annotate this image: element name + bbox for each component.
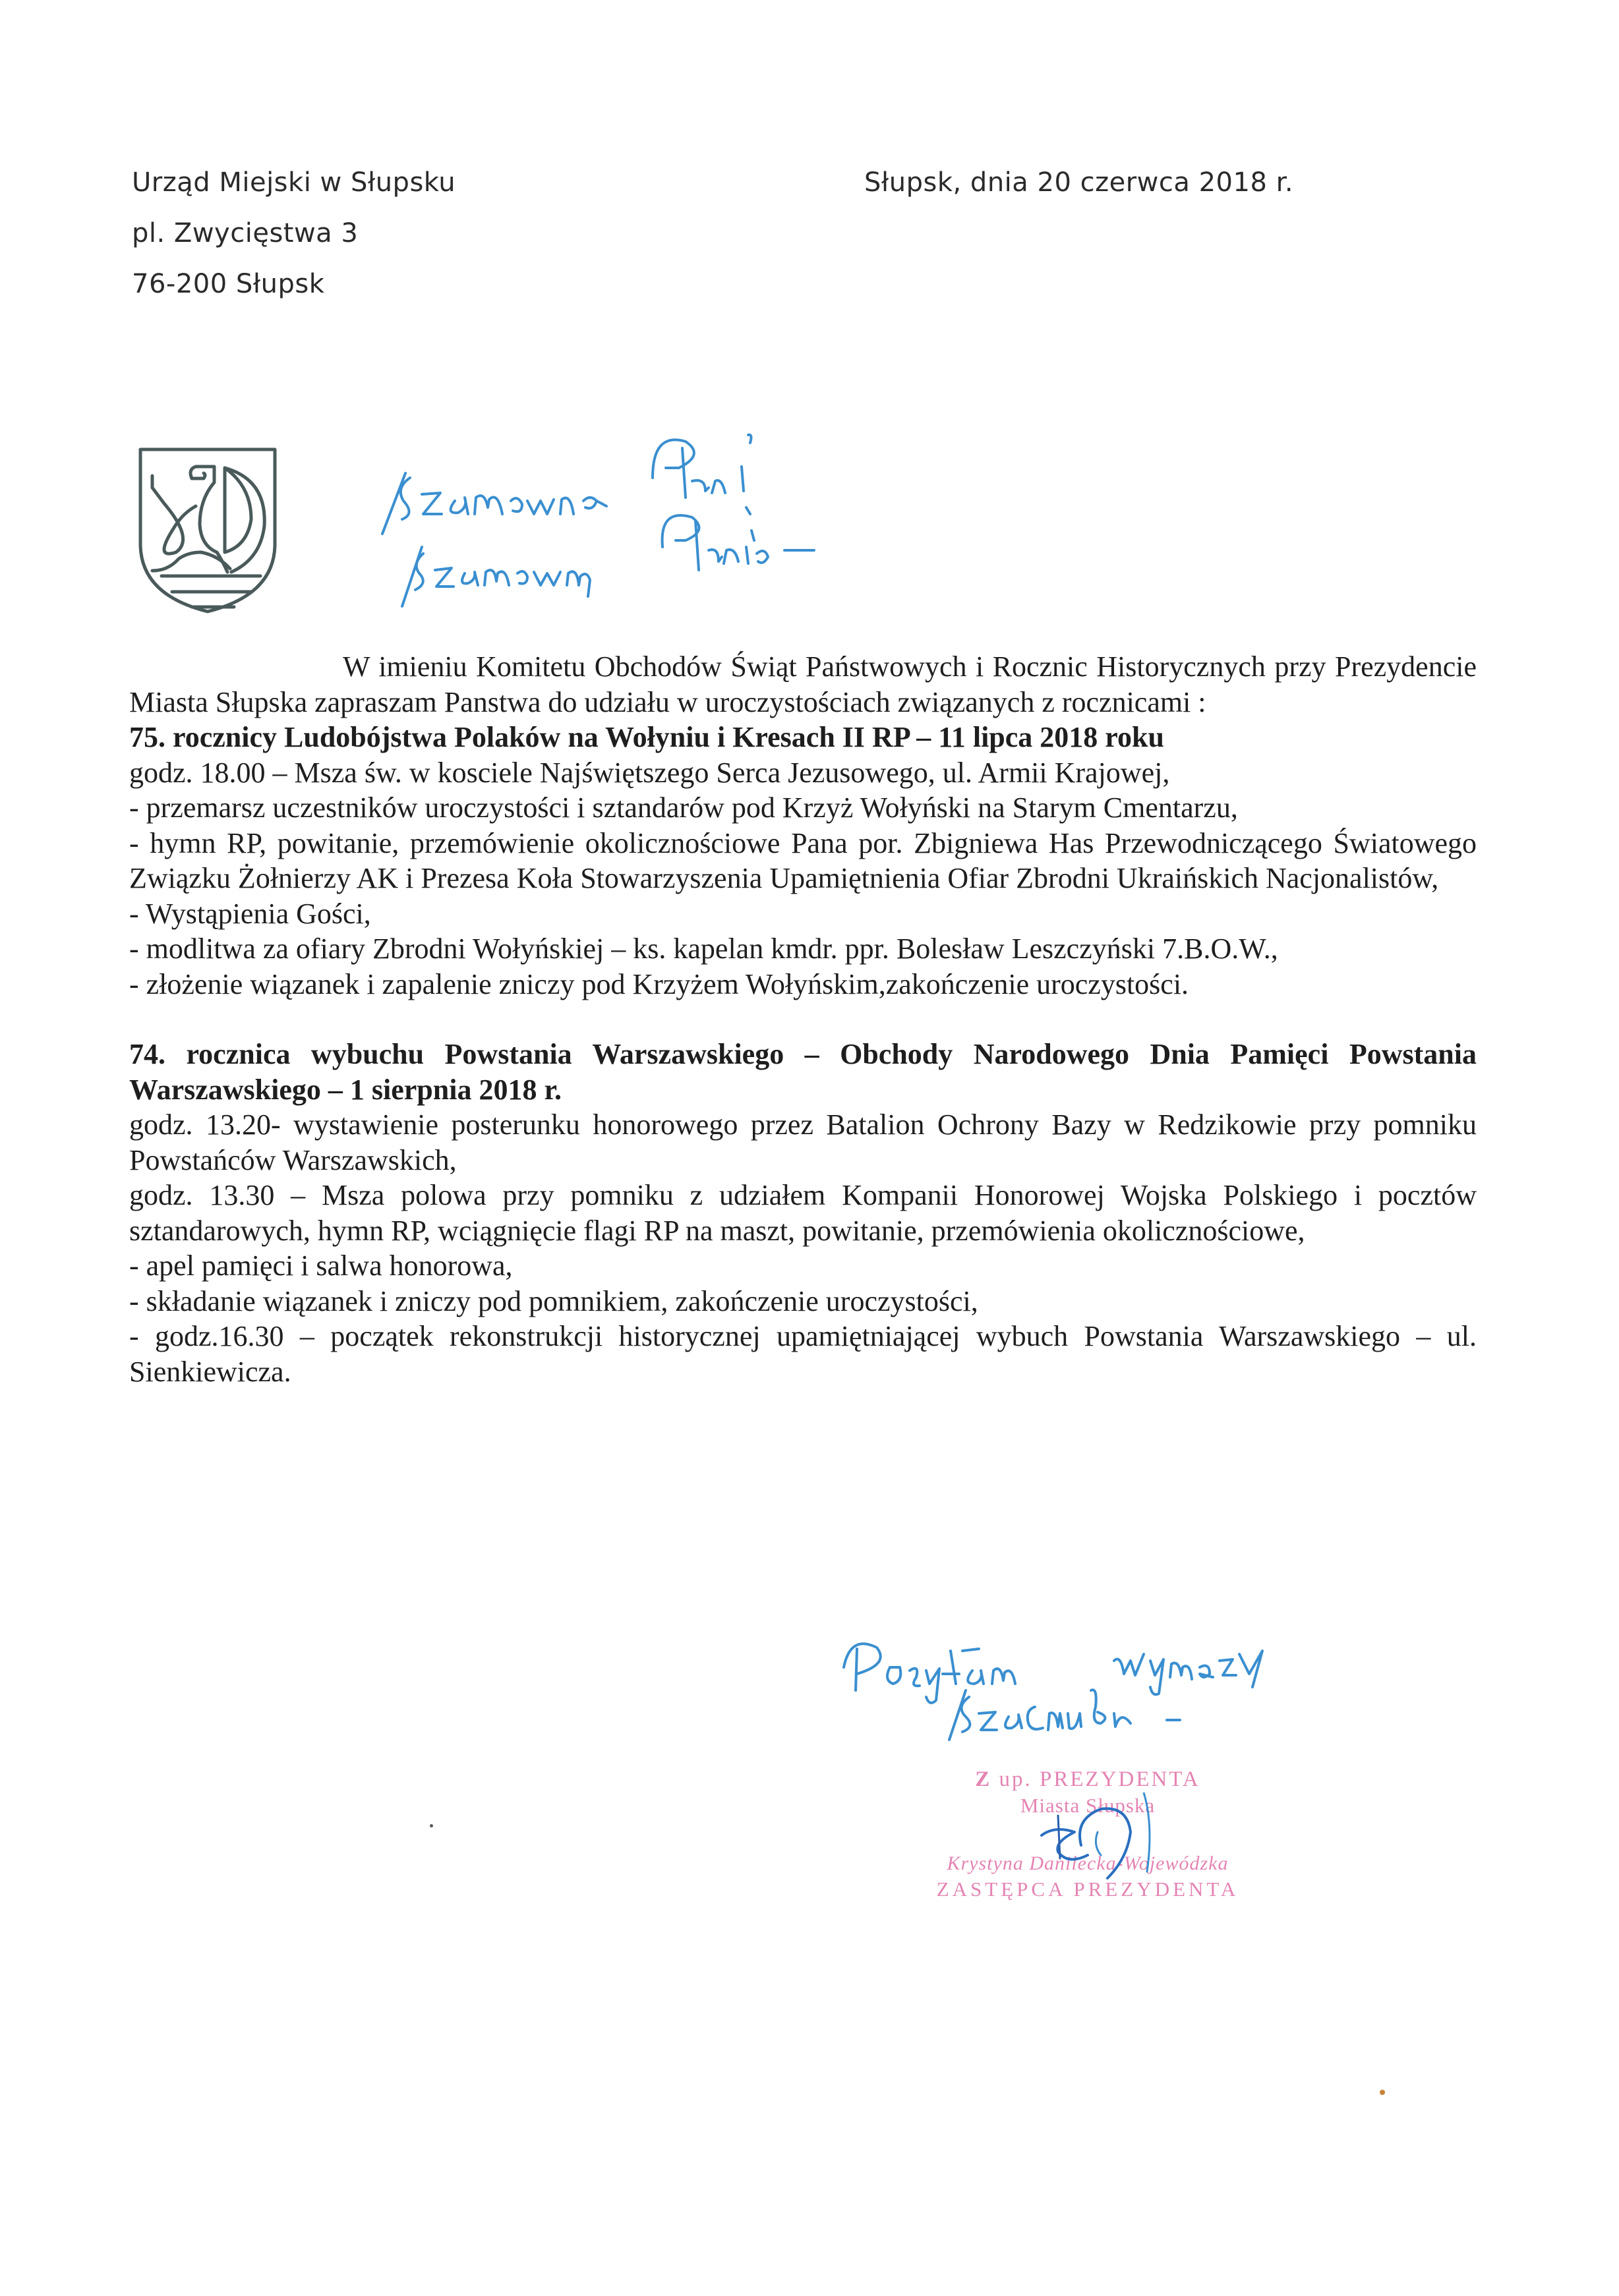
- greeting-stroke-szanowna: [382, 473, 606, 534]
- sender-address: [132, 165, 456, 317]
- stamp-line-behalf: [910, 1766, 1266, 1793]
- closing-stroke-szacunku: [949, 1690, 1180, 1740]
- event2-item: - składanie wiązanek i zniczy pod pomnikiem, zakończenie uroczystości,: [129, 1284, 978, 1317]
- sender-postal-city: 76-200 Słupsk: [132, 269, 325, 299]
- closing-stroke-wyrazy: [1114, 1651, 1262, 1694]
- event2-item: godz. 13.30 – Msza polowa przy pomniku z udziałem Kompanii Honorowej Wojska Polskiego i pocztów sztandarowych, hymn RP, wciągnięcie flagi RP na maszt, powitanie, przemówienia okolicznościowe,: [129, 1179, 1477, 1247]
- stamp-line-behalf-rest: up. PREZYDENTA: [999, 1767, 1200, 1791]
- stamp-line-city: Miasta Słupska: [1020, 1794, 1156, 1817]
- scan-speck: [430, 1824, 433, 1827]
- event1-item: godz. 18.00 – Msza św. w kosciele Najświętszego Serca Jezusowego, ul. Armii Krajowej,: [129, 756, 1170, 789]
- closing-stroke-pozostam: [844, 1644, 1015, 1703]
- sender-street: pl. Zwycięstwa 3: [132, 218, 359, 248]
- greeting-stroke-szanowny: [402, 547, 590, 606]
- stamp-line-title: ZASTĘPCA PREZYDENTA: [936, 1878, 1239, 1901]
- event1-heading: 75. rocznicy Ludobójstwa Polaków na Wołyniu i Kresach II RP – 11 lipca 2018 roku: [129, 721, 1164, 753]
- event1-item: - hymn RP, powitanie, przemówienie okolicznościowe Pana por. Zbigniewa Has Przewodniczącego Światowego Związku Żołnierzy AK i Prezesa Koła Stowarzyszenia Upamiętnienia Ofiar Zbrodni Ukraińskich Nacjonalistów,: [129, 826, 1477, 894]
- event2-item: - godz.16.30 – początek rekonstrukcji historycznej upamiętniającej wybuch Powstania Warszawskiego – ul. Sienkiewicza.: [129, 1320, 1477, 1388]
- letter-body: [129, 649, 1477, 1389]
- scan-speck: [1380, 2090, 1385, 2095]
- event1-item: - przemarsz uczestników uroczystości i sztandarów pod Krzyż Wołyński na Starym Cmentarzu,: [129, 791, 1238, 824]
- handwritten-closing: [831, 1615, 1529, 1746]
- event2-item: - apel pamięci i salwa honorowa,: [129, 1249, 513, 1282]
- letter-date: Słupsk, dnia 20 czerwca 2018 r.: [864, 167, 1294, 198]
- intro-paragraph: W imieniu Komitetu Obchodów Świąt Państwowych i Rocznic Historycznych przy Prezydencie Miasta Słupska zapraszam Panstwa do udziału w uroczystościach związanych z rocznicami :: [129, 650, 1477, 718]
- section-spacer: [129, 1002, 1477, 1037]
- event2-item: godz. 13.20- wystawienie posterunku honorowego przez Batalion Ochrony Bazy w Redzikowie przy pomniku Powstańców Warszawskich,: [129, 1108, 1477, 1176]
- handwritten-signature: [1028, 1793, 1200, 1891]
- stamp-line-behalf-prefix: Z: [975, 1767, 992, 1791]
- greeting-stroke-panie: [662, 515, 814, 570]
- sender-office-name: Urząd Miejski w Słupsku: [132, 167, 456, 198]
- handwritten-greeting: [376, 415, 1285, 613]
- event1-item: - złożenie wiązanek i zapalenie zniczy pod Krzyżem Wołyńskim,zakończenie uroczystości.: [129, 967, 1189, 1000]
- greeting-stroke-pani: [653, 435, 751, 514]
- event1-item: - modlitwa za ofiary Zbrodni Wołyńskiej – ks. kapelan kmdr. ppr. Bolesław Leszczyński 7.B.O.W.,: [129, 933, 1278, 965]
- event1-item: - Wystąpienia Gości,: [129, 897, 371, 930]
- city-coat-of-arms-icon: [135, 447, 279, 615]
- stamp-line-name: Krystyna Danilecka-Wojewódzka: [947, 1852, 1229, 1874]
- event2-heading: 74. rocznica wybuchu Powstania Warszawskiego – Obchody Narodowego Dnia Pamięci Powstania Warszawskiego – 1 sierpnia 2018 r.: [129, 1038, 1477, 1106]
